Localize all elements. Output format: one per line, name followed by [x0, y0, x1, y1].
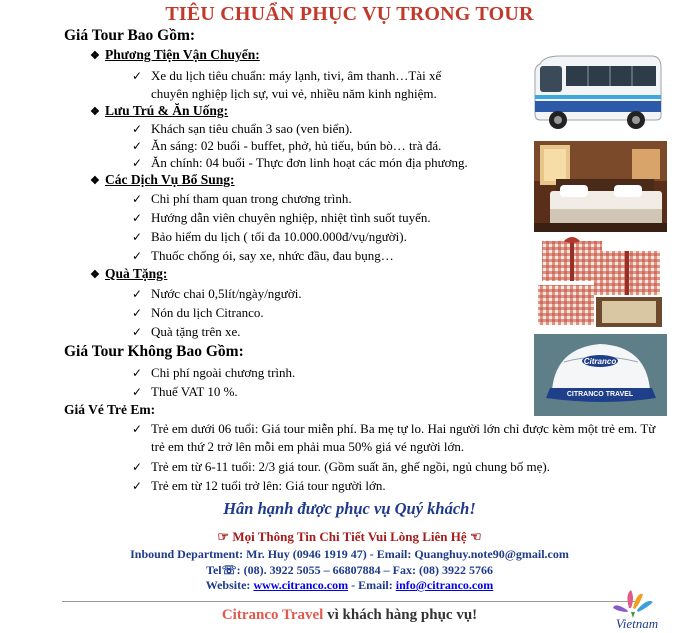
list-item	[132, 154, 468, 172]
cap-image	[534, 334, 667, 416]
list-item-text: Bảo hiểm du lịch ( tối đa 10.000.000đ/vụ/người).	[151, 229, 407, 244]
diamond-bullet-icon: ❖	[90, 50, 100, 62]
checkmark-icon: ✓	[132, 287, 143, 301]
email-label: - Email:	[351, 578, 393, 592]
checkmark-icon: ✓	[132, 306, 143, 320]
checkmark-icon: ✓	[132, 156, 143, 170]
vietnam-logo-text: Vietnam	[615, 616, 659, 630]
list-item-text: Khách sạn tiêu chuẩn 3 sao (ven biển).	[151, 121, 353, 136]
list-item-text: Ăn chính: 04 buổi - Thực đơn linh hoạt các món địa phương.	[151, 155, 468, 170]
thanks-message: Hân hạnh được phục vụ Quý khách!	[223, 499, 476, 518]
list-item-text: Trẻ em từ 6-11 tuổi: 2/3 giá tour. (Gồm suất ăn, ghế ngồi, ngủ chung bố mẹ).	[151, 459, 550, 474]
list-item	[132, 190, 352, 208]
bus-image	[530, 46, 666, 134]
list-item	[132, 228, 407, 246]
list-item	[132, 420, 662, 456]
list-item	[132, 247, 394, 265]
checkmark-icon: ✓	[132, 366, 143, 380]
transport-heading	[90, 47, 260, 63]
list-item	[132, 364, 295, 382]
pointing-hand-icon: ☜	[469, 529, 482, 544]
footer-tagline: vì khách hàng phục vụ!	[327, 607, 478, 623]
list-item	[132, 304, 264, 322]
list-item-text: Nước chai 0,5lít/ngày/người.	[151, 286, 302, 301]
checkmark-icon: ✓	[132, 192, 143, 206]
included-heading: Giá Tour Bao Gồm:	[64, 27, 196, 44]
checkmark-icon: ✓	[132, 122, 143, 136]
list-item-text: Thuốc chống ói, say xe, nhức đầu, đau bụng…	[151, 248, 394, 263]
extra-services-heading	[90, 172, 235, 188]
list-item-text: Ăn sáng: 02 buổi - buffet, phở, hủ tiếu, bún bò… trà đá.	[151, 138, 442, 153]
checkmark-icon: ✓	[132, 139, 143, 153]
gift-boxes-image	[534, 235, 667, 331]
contact-heading-text: Mọi Thông Tin Chi Tiết Vui Lòng Liên Hệ	[232, 529, 467, 544]
list-item	[132, 323, 241, 341]
checkmark-icon: ✓	[132, 69, 143, 83]
list-item	[132, 458, 550, 476]
footer-slogan	[0, 607, 699, 624]
contact-heading	[0, 529, 699, 545]
inbound-line: Inbound Department: Mr. Huy (0946 1919 47) - Email: Quanghuy.note90@gmail.com	[130, 547, 569, 561]
list-item	[132, 137, 441, 155]
children-heading: Giá Vé Trẻ Em:	[64, 402, 156, 417]
list-item-text: Chi phí tham quan trong chương trình.	[151, 191, 352, 206]
list-item-text: Trẻ em từ 12 tuổi trở lên: Giá tour người lớn.	[151, 478, 386, 493]
page-title: TIÊU CHUẨN PHỤC VỤ TRONG TOUR	[165, 3, 534, 25]
list-item-text: Quà tặng trên xe.	[151, 324, 241, 339]
list-item	[132, 67, 477, 103]
footer-divider	[62, 601, 637, 602]
footer-brand: Citranco Travel	[221, 607, 324, 623]
checkmark-icon: ✓	[132, 460, 143, 474]
diamond-bullet-icon: ❖	[90, 269, 100, 281]
lodging-heading-label: Lưu Trú & Ăn Uống:	[105, 103, 229, 118]
checkmark-icon: ✓	[132, 479, 143, 493]
list-item	[132, 120, 352, 138]
lodging-heading	[90, 103, 228, 119]
hotel-room-image	[534, 141, 667, 232]
email-link[interactable]: info@citranco.com	[395, 578, 494, 592]
excluded-heading: Giá Tour Không Bao Gồm:	[64, 343, 244, 360]
website-link[interactable]: www.citranco.com	[253, 578, 349, 592]
pointing-hand-icon: ☞	[217, 529, 230, 544]
list-item-text: Nón du lịch Citranco.	[151, 305, 264, 320]
vietnam-logo	[607, 588, 667, 630]
list-item-text: Trẻ em dưới 06 tuổi: Giá tour miễn phí. Ba mẹ tự lo. Hai người lớn chỉ được kèm một trẻ em. Từ trẻ em thứ 2 trở lên mỗi em phải mua 50% giá vé người lớn.	[151, 421, 656, 454]
gifts-heading	[90, 266, 167, 282]
list-item-text: Chi phí ngoài chương trình.	[151, 365, 296, 380]
diamond-bullet-icon: ❖	[90, 106, 100, 118]
list-item	[132, 383, 238, 401]
list-item-text: Hướng dẫn viên chuyên nghiệp, nhiệt tình suốt tuyến.	[151, 210, 431, 225]
checkmark-icon: ✓	[132, 249, 143, 263]
website-label: Website:	[205, 578, 251, 592]
cap-logo-text: Citranco	[583, 357, 617, 366]
extra-services-heading-label: Các Dịch Vụ Bổ Sung:	[105, 172, 235, 187]
gifts-heading-label: Quà Tặng:	[105, 266, 168, 281]
website-email-line	[0, 578, 699, 593]
checkmark-icon: ✓	[132, 230, 143, 244]
diamond-bullet-icon: ❖	[90, 175, 100, 187]
checkmark-icon: ✓	[132, 325, 143, 339]
list-item	[132, 209, 431, 227]
cap-band-text: CITRANCO TRAVEL	[566, 391, 634, 398]
list-item-text: Thuế VAT 10 %.	[151, 384, 238, 399]
checkmark-icon: ✓	[132, 422, 143, 436]
list-item	[132, 285, 302, 303]
transport-heading-label: Phương Tiện Vận Chuyển:	[105, 47, 260, 62]
list-item	[132, 477, 386, 495]
phone-line: Tel☏: (08). 3922 5055 – 66807884 – Fax: (08) 3922 5766	[206, 563, 493, 577]
checkmark-icon: ✓	[132, 385, 143, 399]
checkmark-icon: ✓	[132, 211, 143, 225]
list-item-text: Xe du lịch tiêu chuẩn: máy lạnh, tivi, âm thanh…Tài xế chuyên nghiệp lịch sự, vui vẻ, nhiều năm kinh nghiệm.	[151, 68, 442, 101]
